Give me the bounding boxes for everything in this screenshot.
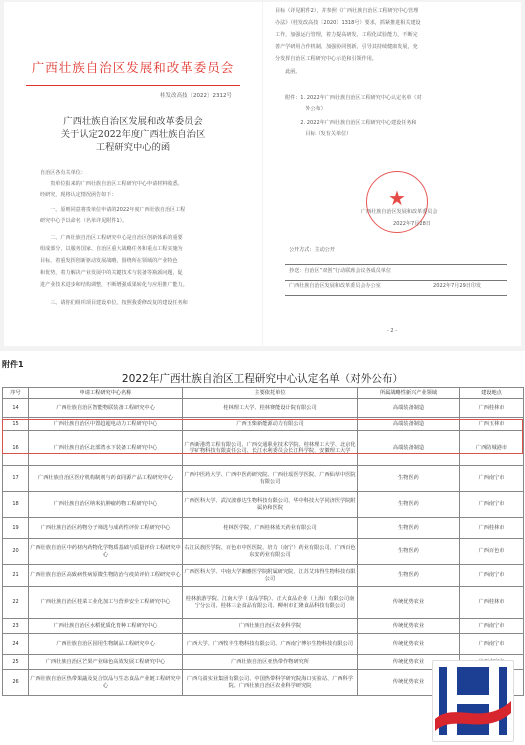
body-line: 办法》（桂发改高技〔2020〕1318号）要求，抓紧推进相关建设 xyxy=(275,20,421,26)
cell-location: 广西南宁市 xyxy=(460,634,524,655)
cell-industry: 生物医药 xyxy=(358,518,460,539)
body-line: 善产学研用合作机制，加强协同创新，引导其持续健康发展，充 xyxy=(275,44,418,50)
table-row xyxy=(3,619,524,634)
table-header-row xyxy=(3,388,524,399)
cell-number: 26 xyxy=(3,670,29,696)
page-number: - 2 - xyxy=(387,328,397,334)
cell-location: 广西玉林市 xyxy=(460,418,524,431)
letter-title-line-3: 工程研究中心的函 xyxy=(95,142,171,153)
cell-location: 广西南宁市 xyxy=(460,565,524,587)
signature-organization: 广西壮族自治区发展和改革委员会 xyxy=(361,209,438,215)
cell-location: 广西桂林市 xyxy=(460,518,524,539)
cell-industry: 高端装备制造 xyxy=(358,418,460,431)
divider-line xyxy=(285,264,507,265)
attachment-line: 附件：1. 2022年广西壮族自治区工程研究中心认定名单（对 xyxy=(285,95,422,101)
cell-host-unit: 右江民族医学院、百色市中医医院、培力（南宁）药业有限公司、广西百色东安药业有限公司 xyxy=(183,539,358,565)
attachment-line: 2. 2022年广西壮族自治区工程研究中心建设任务和 xyxy=(285,120,417,126)
header-cell: 主要依托单位 xyxy=(183,388,358,399)
cell-number: 23 xyxy=(3,619,29,634)
cell-location: 广西南宁市 xyxy=(460,492,524,518)
cell-center-name: 广西壮族自治区桂菜工业化加工与营养安全工程研究中心 xyxy=(29,587,183,619)
cell-host-unit: 桂林医学院、广西桂林蓝天药业有限公司 xyxy=(183,518,358,539)
cell-center-name: 广西壮族自治区医疗机构制剂与药食同源产品工程研究中心 xyxy=(29,466,183,492)
cell-location: 广西防城港市 xyxy=(460,431,524,466)
cell-host-unit: 广西壮族自治区农业科学院 xyxy=(183,619,358,634)
body-line: 研究中心予以命名（名单详见附件1）。 xyxy=(40,218,128,224)
table-row xyxy=(3,539,524,565)
cell-industry: 传统优势农业 xyxy=(358,634,460,655)
cell-center-name: 广西壮族自治区园用生物制品工程研究中心 xyxy=(29,634,183,655)
body-line: 此函。 xyxy=(275,69,301,75)
page-right xyxy=(263,2,521,346)
page-left xyxy=(4,2,262,346)
cell-industry: 生物医药 xyxy=(358,492,460,518)
table-row xyxy=(3,587,524,619)
body-line: 三、请你们组织项目建设单位，按照我委修改复的建设任务和 xyxy=(40,300,188,306)
cell-location: 广西南宁市 xyxy=(460,466,524,492)
cell-center-name: 广西壮族自治区智能物联装备工程研究中心 xyxy=(29,399,183,418)
cell-center-name: 广西壮族自治区中药材内药物化学物质基础与质量评价工程研究中心 xyxy=(29,539,183,565)
body-line: 经研究，现将认定情况函告如下： xyxy=(40,192,117,198)
issue-date: 2022年7月29日印发 xyxy=(433,283,482,289)
body-line: 自治区各有关单位： xyxy=(40,170,86,176)
header-cell: 建设地点 xyxy=(460,388,524,399)
cell-number: 14 xyxy=(3,399,29,418)
body-line: 分发挥自治区工程研究中心示范和引领作用。 xyxy=(275,56,377,62)
cell-host-unit: 广西壮族自治区亚热带作物研究所 xyxy=(183,655,358,670)
cell-center-name: 广西壮族自治区高致病性病原微生物防治与疫苗评价工程研究中心 xyxy=(29,565,183,587)
cell-industry: 传统优势农业 xyxy=(358,670,460,696)
issuer-office: 广西壮族自治区发展和改革委员会办公室 xyxy=(289,283,381,289)
document-spread xyxy=(0,0,525,351)
cell-number: 15 xyxy=(3,418,29,431)
table-title: 2022年广西壮族自治区工程研究中心认定名单（对外公布） xyxy=(121,373,404,385)
body-line: 进产业技术进步和结构调整，不断增强成果转化与应用推广能力。 xyxy=(40,282,188,288)
cell-host-unit: 广西医科大学、中南大学湘雅医学院附属研究院、江苏艾玮得生物科技有限公司 xyxy=(183,565,358,587)
divider-line xyxy=(285,280,507,281)
cell-center-name: 广西壮族自治区热带果蔬及复合饮品与生态食品产业链工程研究中心 xyxy=(29,670,183,696)
cell-location: 广西桂林市 xyxy=(460,399,524,418)
table-row xyxy=(3,399,524,418)
divider-line xyxy=(285,295,507,296)
cell-number: 25 xyxy=(3,655,29,670)
body-line: 目标（详见附件2），并参照《广西壮族自治区工程研究中心管理 xyxy=(275,8,419,14)
cell-number: 18 xyxy=(3,492,29,518)
signature-date: 2022年7月28日 xyxy=(393,221,431,227)
body-line: 组成部分，以服务国家、自治区重大战略任务和重点工程实施为 xyxy=(40,246,183,252)
cell-number: 21 xyxy=(3,565,29,587)
cell-host-unit: 广西医科大学、武汉波睿达生物科技有限公司、华中科技大学同济医学院附属协和医院 xyxy=(183,492,358,518)
cell-location: 广西南宁市 xyxy=(460,619,524,634)
cell-center-name: 广西壮族自治区北部湾水下装备工程研究中心 xyxy=(29,431,183,466)
cell-center-name: 广西壮族自治区纳米抗肿瘤药物工程研究中心 xyxy=(29,492,183,518)
cell-number: 16 xyxy=(3,431,29,466)
letter-title-line-1: 广西壮族自治区发展和改革委员会 xyxy=(63,116,203,127)
cell-industry: 高端装备制造 xyxy=(358,399,460,418)
red-star-seal-icon: ★ xyxy=(388,186,406,210)
site-logo-icon xyxy=(432,660,514,742)
attachment-line: 外公布） xyxy=(285,106,326,112)
cell-host-unit: 广西中医药大学、广西中医药研究院、广西壮瑶医学医院、广西仙草中医院有限公司 xyxy=(183,466,358,492)
cell-number: 19 xyxy=(3,518,29,539)
body-line: 工作，加强运行管理，着力提高研发、工程化试验能力，不断完 xyxy=(275,32,418,38)
header-cell: 所属战略性新兴产业领域 xyxy=(358,388,460,399)
header-cell: 序号 xyxy=(3,388,29,399)
cell-center-name: 广西壮族自治区中置趋超电动力工程研究中心 xyxy=(29,418,183,431)
body-line: 一、原则同意将贵单位申请的2022年度广西壮族自治区工程 xyxy=(40,207,186,213)
body-line: 和优势，着力解决产业发展中的关键技术与装备等瓶颈问题，促 xyxy=(40,270,183,276)
document-number: 桂发改高技〔2022〕2312号 xyxy=(160,93,232,99)
logo-graphic xyxy=(433,661,513,741)
cell-number: 17 xyxy=(3,466,29,492)
cell-number: 20 xyxy=(3,539,29,565)
header-cell: 申请工程研究中心名称 xyxy=(29,388,183,399)
cell-industry: 生物医药 xyxy=(358,539,460,565)
cell-host-unit: 桂林旅游学院、江南大学（食品学院）、正大食品企业（上海）有限公司南宁分公司、桂林三金食品有限公司、柳州市汇隆食品科技有限公司 xyxy=(183,587,358,619)
body-line: 目标，着重发挥创新驱动发展战略，围绕所在领域的产业特色 xyxy=(40,258,178,264)
disclosure-method: 公开方式：主动公开 xyxy=(289,247,335,253)
cell-industry: 传统优势农业 xyxy=(358,619,460,634)
cell-host-unit: 广西乌盈实业集团有限公司、中国热带科学研究院海口实验站、广西科学院、广西壮族自治区农业科学研究院 xyxy=(183,670,358,696)
cell-center-name: 广西壮族自治区芒果产业绿色高效发展工程研究中心 xyxy=(29,655,183,670)
cell-industry: 传统优势农业 xyxy=(358,655,460,670)
cc-line: 抄送：自治区“双创”行动联席会议各成员单位 xyxy=(289,268,392,274)
attachment-label: 附件1 xyxy=(2,360,24,369)
cell-industry: 传统优势农业 xyxy=(358,587,460,619)
letter-title-line-2: 关于认定2022年度广西壮族自治区 xyxy=(60,129,206,140)
table-row xyxy=(3,466,524,492)
cell-location: 广西桂林市 xyxy=(460,587,524,619)
body-line: 二、广西壮族自治区工程研究中心是自治区创新体系的重要 xyxy=(40,235,183,241)
cell-number: 22 xyxy=(3,587,29,619)
cell-industry: 生物医药 xyxy=(358,466,460,492)
cell-host-unit: 广西大学、广西牧丰生物科技有限公司、广西南宁博尔生物科技有限公司 xyxy=(183,634,358,655)
table-row xyxy=(3,634,524,655)
cell-location: 广西百色市 xyxy=(460,539,524,565)
cell-number: 24 xyxy=(3,634,29,655)
table-row xyxy=(3,518,524,539)
cell-industry: 生物医药 xyxy=(358,565,460,587)
body-line: 贵单位报来的广西壮族自治区工程研究中心申请材料收悉。 xyxy=(40,181,183,187)
red-header-line xyxy=(26,85,240,86)
highlight-frame xyxy=(2,419,523,454)
table-row xyxy=(3,492,524,518)
cell-center-name: 广西壮族自治区水稻优质化育种工程研究中心 xyxy=(29,619,183,634)
issuing-organization: 广西壮族自治区发展和改革委员会 xyxy=(31,60,235,75)
cell-host-unit: 桂林理工大学、桂林赛能设计院有限公司 xyxy=(183,399,358,418)
cell-host-unit: 广西新港湾工程有限公司、广西交通职业技术学院、桂林理工大学、北京化学矿物科技有限责任公司、长江水利委员会长江科学院、安徽理工大学 xyxy=(183,431,358,466)
cell-industry: 高端装备制造 xyxy=(358,431,460,466)
table-row xyxy=(3,565,524,587)
attachment-line: 目标（发有关单位） xyxy=(285,131,352,137)
cell-host-unit: 广西玉柴新能源动力有限公司 xyxy=(183,418,358,431)
cell-center-name: 广西壮族自治区药物分子筛选与成药性评价工程研究中心 xyxy=(29,518,183,539)
